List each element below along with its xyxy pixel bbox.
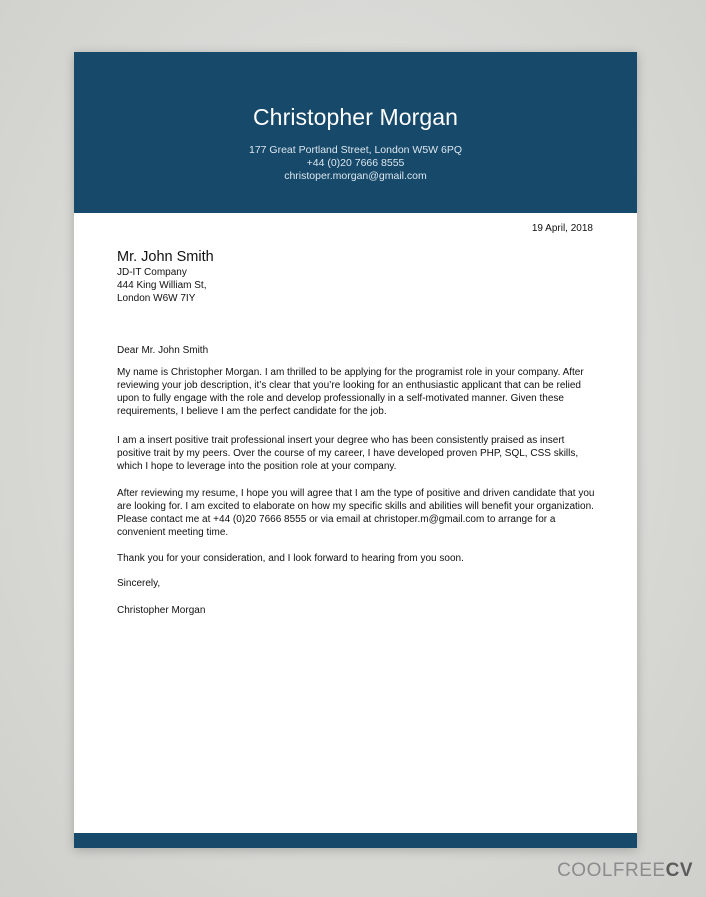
signature: Christopher Morgan [117,605,206,616]
recipient-company: JD-IT Company [117,267,187,278]
sender-address: 177 Great Portland Street, London W5W 6PQ [248,144,463,156]
recipient-street: 444 King William St, [117,280,207,291]
letter-date: 19 April, 2018 [531,223,593,234]
sender-email: christoper.morgan@gmail.com [284,170,427,182]
watermark-light-text: COOLFREE [557,860,666,881]
closing: Sincerely, [117,578,161,589]
recipient-block [117,248,214,305]
recipient-name: Mr. John Smith [117,249,214,265]
paragraph-closing-pitch: After reviewing my resume, I hope you will agree that I am the type of positive and driven candidate that you are looking for. I am excited to elaborate on how my specific skills and abilities will benefit your organization. Please contact me at +44 (0)20 7666 8555 or via email at christoper.m@gmail.com to arrange for a convenient meeting time. [117,488,595,538]
letter-header [74,52,637,213]
paragraph-thanks: Thank you for your consideration, and I look forward to hearing from you soon. [117,553,464,564]
cover-letter-page [74,52,637,848]
watermark-bold-text: CV [665,860,693,881]
recipient-city: London W6W 7IY [117,293,196,304]
paragraph-skills: I am a insert positive trait professional insert your degree who has been consistently praised as insert positive trait by my peers. Over the course of my career, I have developed proven PHP, SQL, CSS skills, which I hope to leverage into the position role at your company. [117,435,579,472]
salutation: Dear Mr. John Smith [117,345,209,356]
paragraph-intro: My name is Christopher Morgan. I am thrilled to be applying for the programist role in your company. After reviewing your job description, it’s clear that you’re looking for an enthusiastic applicant that can be relied upon to fully engage with the role and develop professionally in a self-motivated manner. Given these requirements, I believe I am the perfect candidate for the job. [117,367,584,417]
sender-phone: +44 (0)20 7666 8555 [306,157,405,169]
coolfreecv-watermark [557,860,693,882]
footer-bar [74,833,637,848]
sender-name: Christopher Morgan [252,104,459,130]
